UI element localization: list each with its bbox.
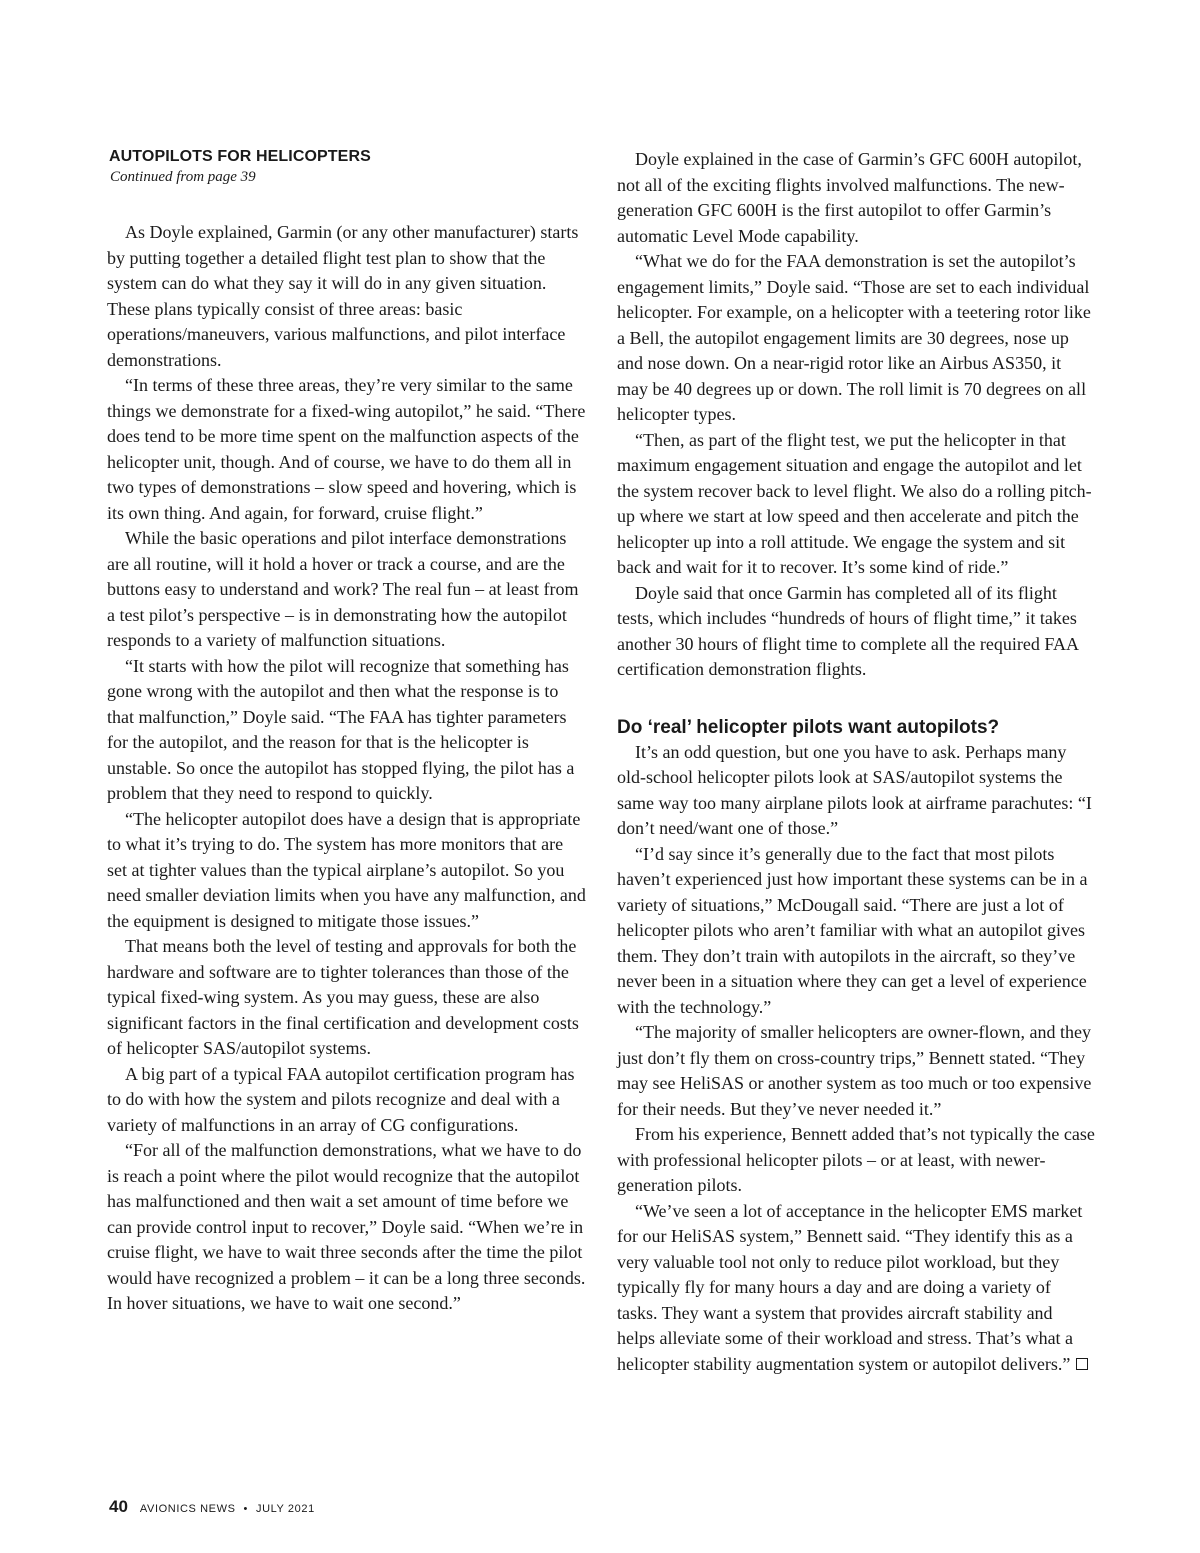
- paragraph: “Then, as part of the flight test, we put the helicopter in that maximum engagement situation and engage the autopilot and let the system recover back to level flight. We also do a rolling pitch-up where we start at low speed and then accelerate and pitch the helicopter up into a roll attitude. We engage the system and sit back and wait for it to recover. It’s some kind of ride.”: [617, 429, 1092, 577]
- subhead: Do ‘real’ helicopter pilots want autopilots?: [617, 716, 1000, 738]
- section-tag: AUTOPILOTS FOR HELICOPTERS: [109, 148, 371, 165]
- paragraph: “In terms of these three areas, they’re very similar to the same things we demonstrate for a fixed-wing autopilot,” he said. “There does tend to be more time spent on the malfunction aspects of the helicopter unit, though. And of course, we have to do them all in two types of demonstrations – slow speed and hovering, which is its own thing. And again, for forward, cruise flight.”: [107, 375, 586, 523]
- paragraph: “The helicopter autopilot does have a design that is appropriate to what it’s trying to do. The system has more monitors that are set at tighter values than the typical airplane’s autopilot. So you need smaller deviation limits when you have any malfunction, and the equipment is designed to mitigate those issues.”: [107, 808, 586, 931]
- right-column-body-after-subhead: [617, 740, 1095, 1378]
- paragraph: Doyle said that once Garmin has completed all of its flight tests, which includes “hundreds of hours of flight time,” it takes another 30 hours of flight time to complete all the required FAA certification demonstration flights.: [617, 582, 1079, 679]
- paragraph: Doyle explained in the case of Garmin’s GFC 600H autopilot, not all of the exciting flights involved malfunctions. The new-generation GFC 600H is the first autopilot to offer Garmin’s automatic Level Mode capability.: [617, 149, 1082, 246]
- footer-separator: •: [243, 1503, 248, 1515]
- paragraph: It’s an odd question, but one you have to ask. Perhaps many old-school helicopter pilots look at SAS/autopilot systems the same way too many airplane pilots look at airframe parachutes: “I don’t need/want one of those.”: [617, 741, 1092, 838]
- left-column-body: [107, 220, 587, 1317]
- paragraph: From his experience, Bennett added that’s not typically the case with professional helicopter pilots – or at least, with newer-generation pilots.: [617, 1124, 1095, 1195]
- page-number: 40: [109, 1497, 128, 1516]
- paragraph: A big part of a typical FAA autopilot certification program has to do with how the system and pilots recognize and deal with a variety of malfunctions in an array of CG configurations.: [107, 1063, 575, 1135]
- paragraph: “The majority of smaller helicopters are owner-flown, and they just don’t fly them on cross-country trips,” Bennett stated. “They may see HeliSAS or another system as too much or too expensive for their needs. But they’ve never needed it.”: [617, 1022, 1092, 1119]
- continued-note: Continued from page 39: [110, 169, 256, 185]
- right-column-body: [617, 147, 1095, 683]
- publication-name: AVIONICS NEWS: [139, 1503, 236, 1515]
- paragraph: “It starts with how the pilot will recognize that something has gone wrong with the autopilot and then what the response is to that malfunction,” Doyle said. “The FAA has tighter parameters for the autopilot, and the reason for that is the helicopter is unstable. So once the autopilot has stopped flying, the pilot has a problem that they need to respond to quickly.: [107, 655, 575, 803]
- paragraph: That means both the level of testing and approvals for both the hardware and software are to tighter tolerances than those of the typical fixed-wing system. As you may guess, these are also significant factors in the final certification and development costs of helicopter SAS/autopilot systems.: [107, 936, 579, 1058]
- paragraph: While the basic operations and pilot interface demonstrations are all routine, will it hold a hover or track a course, and are the buttons easy to understand and work? The real fun – at least from a test pilot’s perspective – is in demonstrating how the autopilot responds to a variety of malfunction situations.: [107, 528, 579, 650]
- paragraph: As Doyle explained, Garmin (or any other manufacturer) starts by putting together a detailed flight test plan to show that the system can do what they say it will do in any given situation. These plans typically consist of three areas: basic operations/maneuvers, various malfunctions, and pilot interface demonstrations.: [107, 222, 579, 370]
- end-of-article-box-icon: [1076, 1358, 1088, 1370]
- left-column: [107, 147, 587, 1317]
- final-paragraph: [617, 1199, 1095, 1378]
- page-footer: [109, 1497, 315, 1517]
- right-column: [617, 147, 1095, 1377]
- paragraph: “I’d say since it’s generally due to the fact that most pilots haven’t experienced just how important these systems can be in a variety of situations,” McDougall said. “There are just a lot of helicopter pilots who aren’t familiar with what an autopilot gives them. They don’t train with autopilots in the aircraft, so they’ve never been in a situation where they can get a level of experience with the technology.”: [617, 843, 1088, 1017]
- issue-date: JULY 2021: [255, 1503, 315, 1515]
- final-paragraph-text: “We’ve seen a lot of acceptance in the helicopter EMS market for our HeliSAS system,” Bennett said. “They identify this as a very valuable tool not only to reduce pilot workload, but they typically fly for many hours a day and are doing a variety of tasks. They want a system that provides aircraft stability and helps alleviate some of their workload and stress. That’s what a helicopter stability augmentation system or autopilot delivers.”: [617, 1200, 1083, 1374]
- paragraph: “For all of the malfunction demonstrations, what we have to do is reach a point where the pilot would recognize that the autopilot has malfunctioned and then wait a set amount of time before we can provide control input to recover,” Doyle said. “When we’re in cruise flight, we have to wait three seconds after the time the pilot would have recognized a problem – it can be a long three seconds. In hover situations, we have to wait one second.”: [107, 1140, 586, 1313]
- paragraph: “What we do for the FAA demonstration is set the autopilot’s engagement limits,” Doyle said. “Those are set to each individual helicopter. For example, on a helicopter with a teetering rotor like a Bell, the autopilot engagement limits are 30 degrees, nose up and nose down. On a near-rigid rotor like an Airbus AS350, it may be 40 degrees up or down. The roll limit is 70 degrees on all helicopter types.: [617, 251, 1091, 424]
